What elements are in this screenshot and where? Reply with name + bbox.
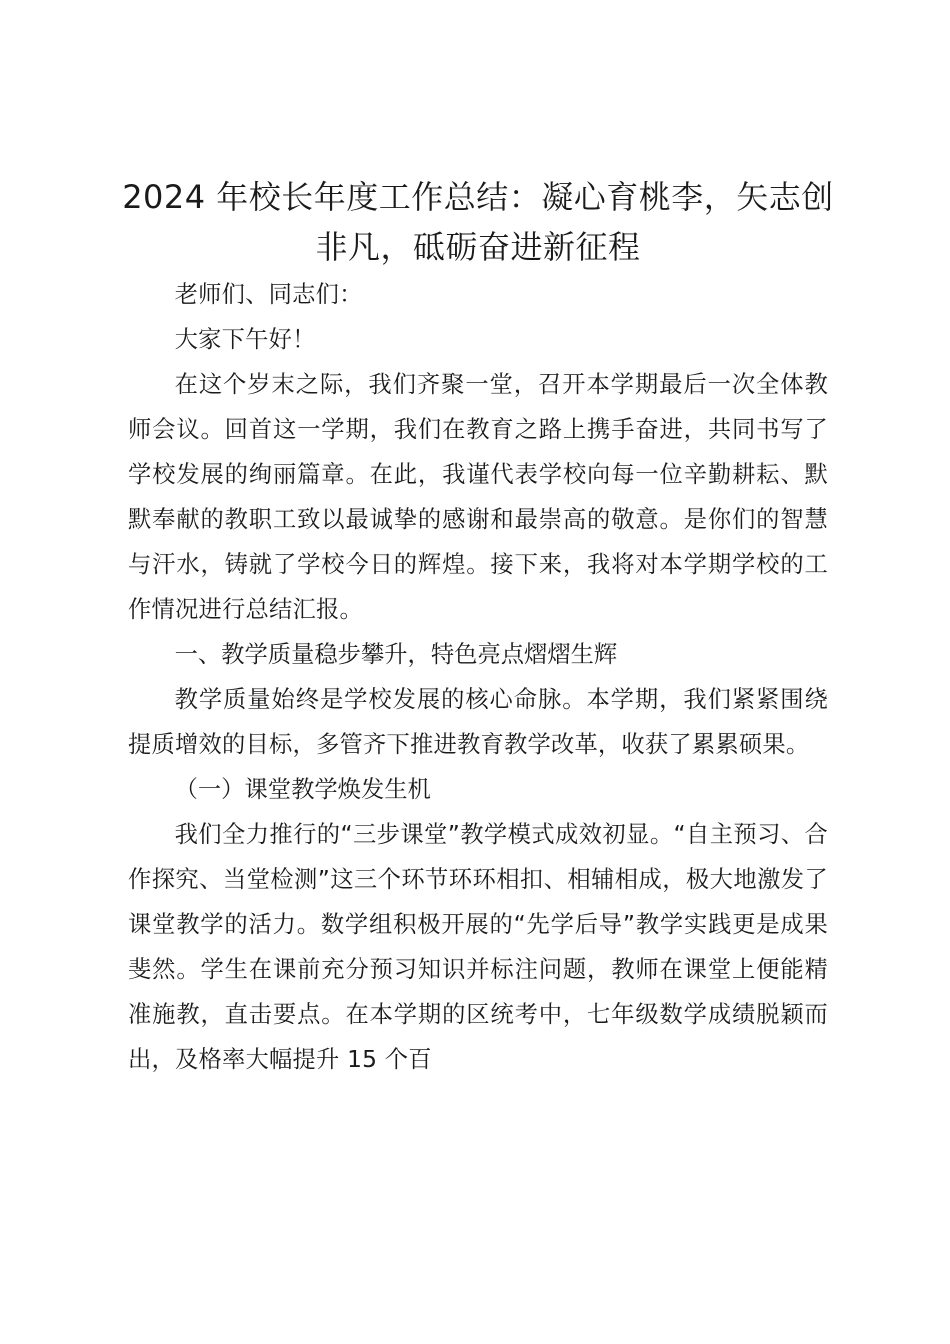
document-body	[122, 172, 834, 1082]
document-title: 2024 年校长年度工作总结：凝心育桃李，矢志创非凡，砥砺奋进新征程	[122, 178, 834, 266]
subsection-paragraph-1: 我们全力推行的“三步课堂”教学模式成效初显。“自主预习、合作探究、当堂检测”这三个环节环环相扣、相辅相成，极大地激发了课堂教学的活力。数学组积极开展的“先学后导”教学实践更是成果斐然。学生在课前充分预习知识并标注问题，教师在课堂上便能精准施教，直击要点。在本学期的区统考中，七年级数学成绩脱颖而出，及格率大幅提升 15 个百	[128, 821, 828, 1073]
subsection-heading-1: （一）课堂教学焕发生机	[174, 776, 431, 803]
section-paragraph-1: 教学质量始终是学校发展的核心命脉。本学期，我们紧紧围绕提质增效的目标，多管齐下推进教育教学改革，收获了累累硕果。	[128, 686, 828, 758]
greeting: 老师们、同志们：	[174, 281, 363, 308]
intro-paragraph: 在这个岁末之际，我们齐聚一堂，召开本学期最后一次全体教师会议。回首这一学期，我们在教育之路上携手奋进，共同书写了学校发展的绚丽篇章。在此，我谨代表学校向每一位辛勤耕耘、默默奉献的教职工致以最诚挚的感谢和最崇高的敬意。是你们的智慧与汗水，铸就了学校今日的辉煌。接下来，我将对本学期学校的工作情况进行总结汇报。	[128, 371, 828, 623]
section-heading-1: 一、教学质量稳步攀升，特色亮点熠熠生辉	[174, 641, 618, 668]
salutation: 大家下午好！	[174, 326, 316, 353]
